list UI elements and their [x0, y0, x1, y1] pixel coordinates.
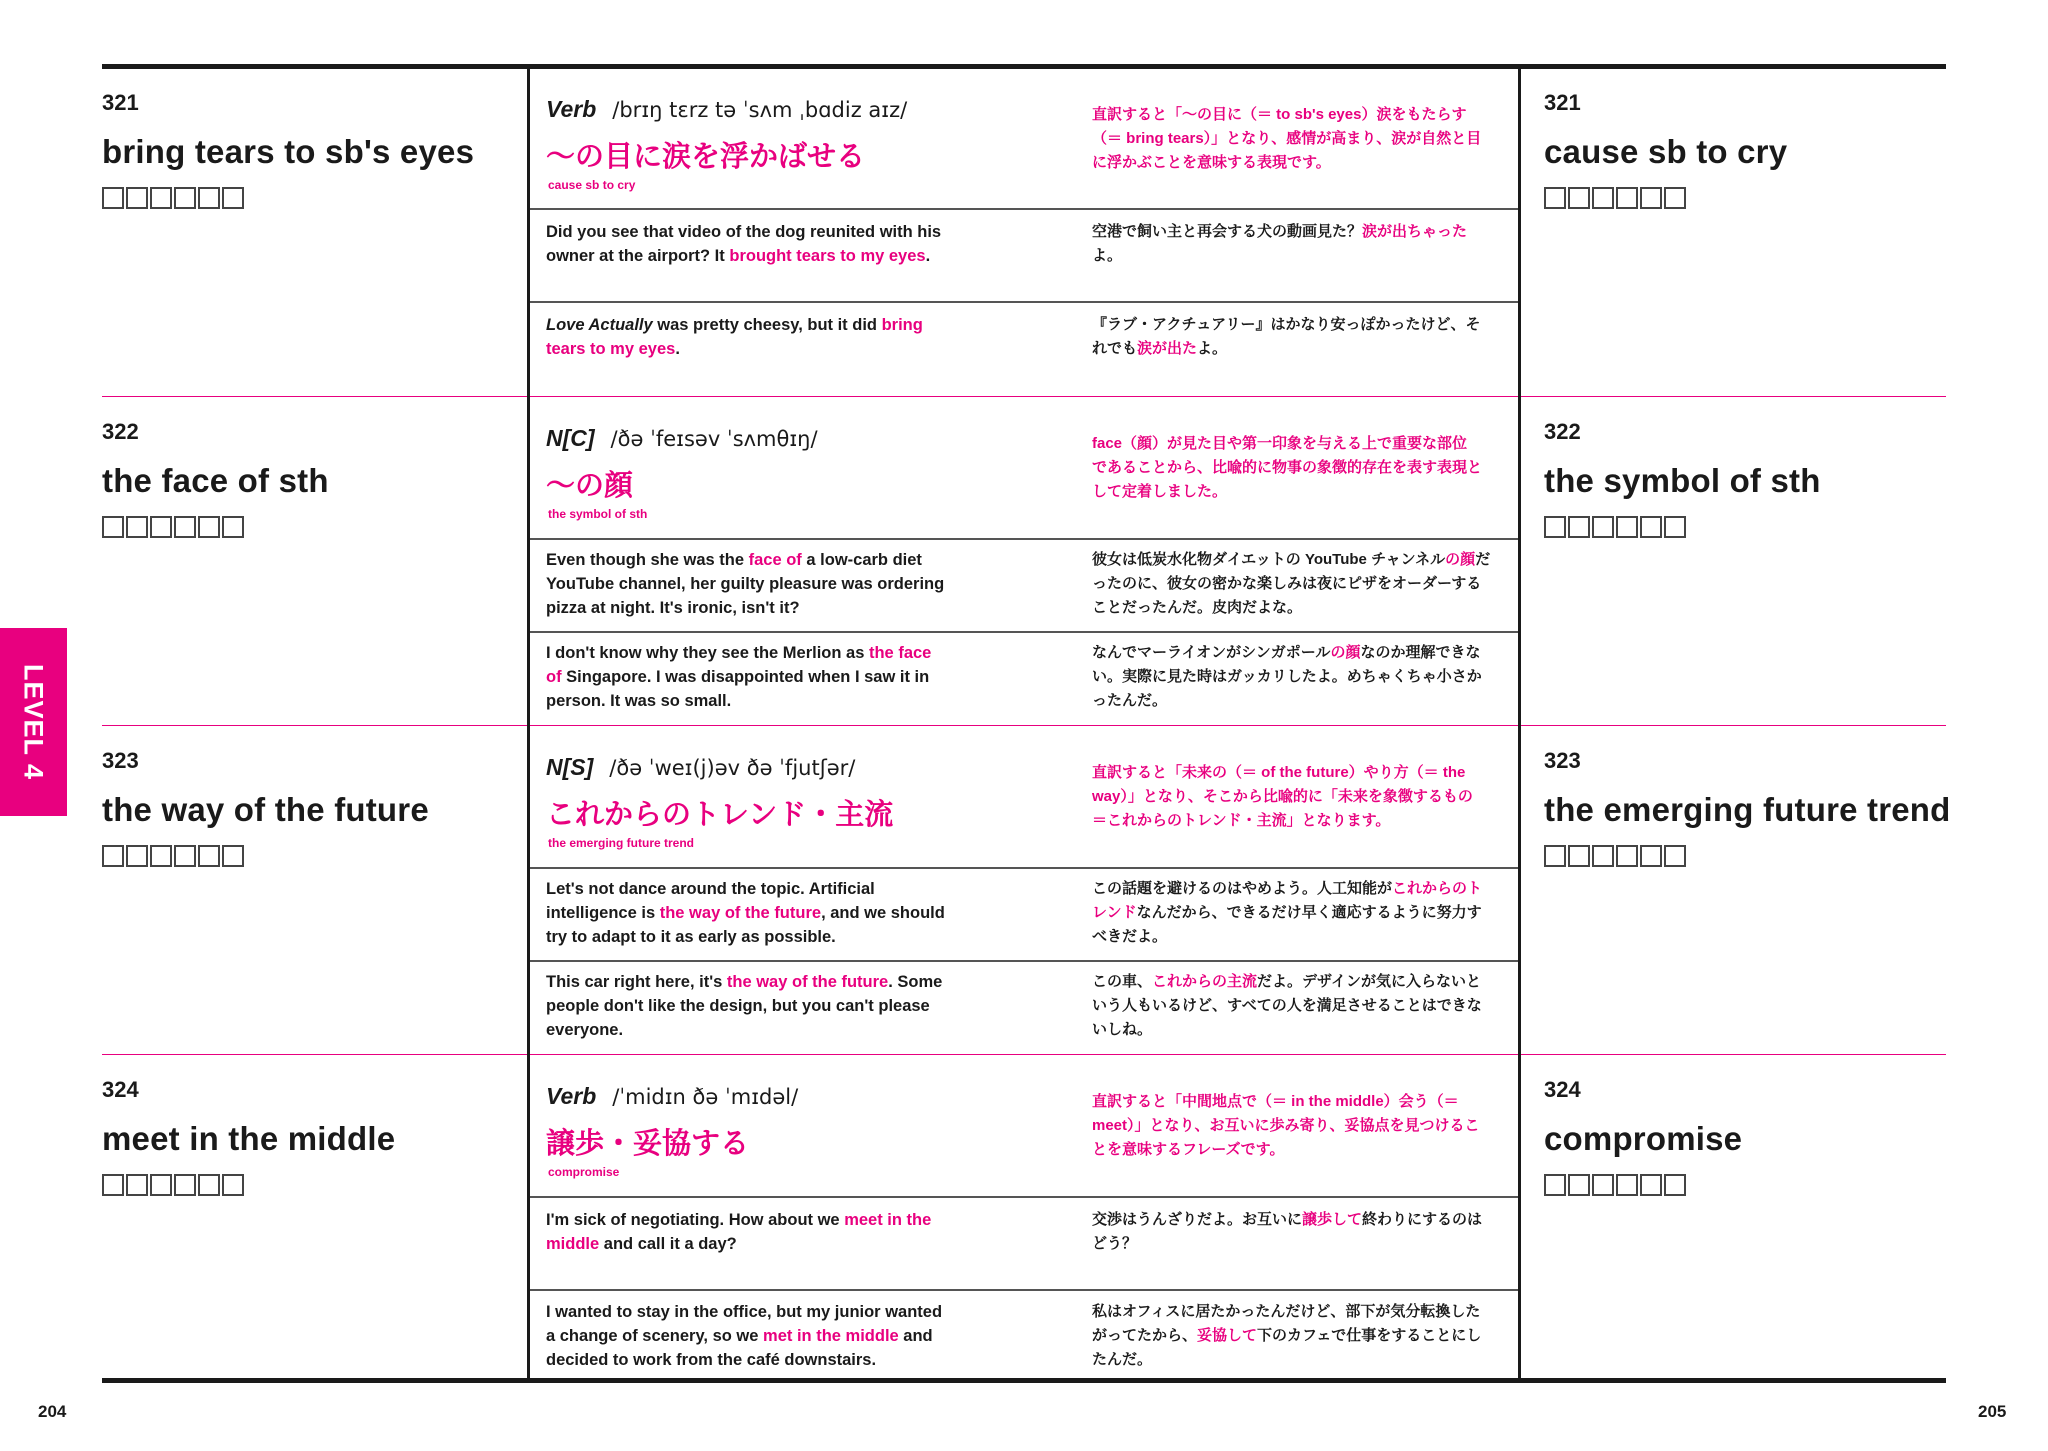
checkbox[interactable] — [1592, 1174, 1614, 1196]
paraphrase-number: 323 — [1544, 748, 1581, 773]
page-number-left: 204 — [38, 1402, 67, 1421]
entry-number: 323 — [102, 748, 139, 773]
part-of-speech-line — [546, 425, 818, 452]
japanese-meaning: 譲歩・妥協する — [546, 1128, 750, 1160]
entry-headword: bring tears to sb's eyes — [102, 133, 475, 170]
japanese-meaning: 〜の目に涙を浮かばせる — [546, 141, 866, 173]
example-1-ja: 交渉はうんざりだよ。お互いに譲歩して終わりにするのはどう？ — [1092, 1211, 1483, 1252]
entry-separator — [530, 396, 1518, 397]
level-label: LEVEL 4 — [18, 663, 49, 781]
checkbox[interactable] — [174, 845, 196, 867]
review-checkboxes[interactable] — [1544, 1174, 1686, 1196]
example-separator — [530, 960, 1518, 962]
part-of-speech: N[S] — [546, 754, 594, 780]
checkbox[interactable] — [1616, 187, 1638, 209]
usage-note: face（顔）が見た目や第一印象を与える上で重要な部位であることから、比喩的に物事の象徴的存在を表す表現として定着しました。 — [1092, 435, 1483, 500]
entry-headword: the face of sth — [102, 462, 329, 499]
checkbox[interactable] — [150, 187, 172, 209]
column-divider-right — [1518, 66, 1521, 1380]
example-1-en: I'm sick of negotiating. How about we meet in the middle and call it a day? — [546, 1211, 932, 1253]
example-1-ja: 空港で飼い主と再会する犬の動画見た？涙が出ちゃったよ。 — [1092, 223, 1468, 264]
part-of-speech: Verb — [546, 96, 597, 122]
paraphrase-headword: the emerging future trend — [1544, 791, 1951, 828]
checkbox[interactable] — [102, 516, 124, 538]
review-checkboxes[interactable] — [102, 1174, 244, 1196]
paraphrase-number: 322 — [1544, 419, 1581, 444]
checkbox[interactable] — [198, 1174, 220, 1196]
checkbox[interactable] — [126, 187, 148, 209]
example-2-ja: 『ラブ・アクチュアリー』はかなり安っぽかったけど、それでも涙が出たよ。 — [1092, 316, 1481, 357]
example-2-en: Love Actually was pretty cheesy, but it did bring tears to my eyes. — [546, 316, 923, 358]
entry-number: 324 — [102, 1077, 139, 1102]
example-separator — [530, 208, 1518, 210]
part-of-speech: Verb — [546, 1083, 597, 1109]
review-checkboxes[interactable] — [1544, 516, 1686, 538]
checkbox[interactable] — [126, 845, 148, 867]
checkbox[interactable] — [1544, 516, 1566, 538]
checkbox[interactable] — [222, 1174, 244, 1196]
checkbox[interactable] — [1664, 1174, 1686, 1196]
checkbox[interactable] — [198, 516, 220, 538]
entry-separator — [530, 1054, 1518, 1055]
level-tab — [0, 628, 67, 816]
review-checkboxes[interactable] — [102, 845, 244, 867]
entry-separator — [530, 725, 1518, 726]
review-checkboxes[interactable] — [1544, 845, 1686, 867]
checkbox[interactable] — [1592, 516, 1614, 538]
entry-number: 321 — [102, 90, 139, 115]
part-of-speech: N[C] — [546, 425, 595, 451]
checkbox[interactable] — [1544, 187, 1566, 209]
example-1-ja: 彼女は低炭水化物ダイエットの YouTube チャンネルの顔だったのに、彼女の密かな楽しみは夜にピザをオーダーすることだったんだ。皮肉だよな。 — [1092, 551, 1491, 616]
checkbox[interactable] — [1664, 845, 1686, 867]
example-1-en: Did you see that video of the dog reunited with his owner at the airport? It brought tears to my eyes. — [546, 223, 942, 265]
part-of-speech-line — [546, 754, 855, 781]
checkbox[interactable] — [1616, 1174, 1638, 1196]
example-1-ja: この話題を避けるのはやめよう。人工知能がこれからのトレンドなんだから、できるだけ早く適応するように努力すべきだよ。 — [1092, 880, 1483, 945]
english-gloss: the symbol of sth — [548, 507, 648, 521]
japanese-meaning: これからのトレンド・主流 — [546, 799, 894, 831]
checkbox[interactable] — [102, 187, 124, 209]
entry-headword: meet in the middle — [102, 1120, 396, 1157]
review-checkboxes[interactable] — [102, 516, 244, 538]
paraphrase-number: 321 — [1544, 90, 1581, 115]
japanese-meaning: 〜の顔 — [546, 470, 634, 502]
entry-separator — [102, 1054, 527, 1055]
pronunciation: /brɪŋ tɛrz tə ˈsʌm ˌbɑdiz aɪz/ — [612, 98, 908, 122]
checkbox[interactable] — [126, 516, 148, 538]
example-2-en: I wanted to stay in the office, but my junior wanted a change of scenery, so we met in the middle and decided to work from the café downstairs. — [546, 1303, 943, 1369]
pronunciation: /ðə ˈfeɪsəv ˈsʌmθɪŋ/ — [610, 427, 818, 451]
usage-note: 直訳すると「未来の（＝ of the future）やり方（＝ the way）」となり、そこから比喩的に「未来を象徴するもの＝これからのトレンド・主流」となります。 — [1092, 764, 1473, 829]
english-gloss: cause sb to cry — [548, 178, 636, 192]
checkbox[interactable] — [150, 1174, 172, 1196]
example-2-ja: なんでマーライオンがシンガポールの顔なのか理解できない。実際に見た時はガッカリしたよ。めちゃくちゃ小さかったんだ。 — [1092, 644, 1482, 709]
review-checkboxes[interactable] — [1544, 187, 1686, 209]
usage-note: 直訳すると「中間地点で（＝ in the middle）会う（＝ meet）」となり、お互いに歩み寄り、妥協点を見つけることを意味するフレーズです。 — [1092, 1093, 1480, 1158]
paraphrase-number: 324 — [1544, 1077, 1581, 1102]
part-of-speech-line — [546, 1083, 798, 1110]
example-2-en: This car right here, it's the way of the future. Some people don't like the design, but you can't please everyone. — [546, 973, 943, 1039]
entry-headword: the way of the future — [102, 791, 429, 828]
example-2-ja: 私はオフィスに居たかったんだけど、部下が気分転換したがってたから、妥協して下のカフェで仕事をすることにしたんだ。 — [1092, 1303, 1482, 1368]
entry-separator — [102, 725, 527, 726]
checkbox[interactable] — [1544, 845, 1566, 867]
review-checkboxes[interactable] — [102, 187, 244, 209]
example-separator — [530, 1289, 1518, 1291]
paraphrase-headword: cause sb to cry — [1544, 133, 1788, 170]
checkbox[interactable] — [198, 187, 220, 209]
checkbox[interactable] — [1664, 516, 1686, 538]
example-2-ja: この車、これからの主流だよ。デザインが気に入らないという人もいるけど、すべての人を満足させることはできないしね。 — [1092, 973, 1482, 1038]
entry-number: 322 — [102, 419, 139, 444]
example-separator — [530, 538, 1518, 540]
checkbox[interactable] — [1568, 845, 1590, 867]
checkbox[interactable] — [102, 845, 124, 867]
entry-separator — [1521, 725, 1946, 726]
checkbox[interactable] — [1592, 845, 1614, 867]
checkbox[interactable] — [150, 845, 172, 867]
pronunciation: /ðə ˈweɪ(j)əv ðə ˈfjutʃər/ — [609, 756, 856, 780]
example-separator — [530, 631, 1518, 633]
example-1-en: Even though she was the face of a low-carb diet YouTube channel, her guilty pleasure was ordering pizza at night. It's ironic, isn't it? — [546, 551, 945, 617]
entry-separator — [1521, 1054, 1946, 1055]
checkbox[interactable] — [174, 1174, 196, 1196]
checkbox[interactable] — [222, 516, 244, 538]
bottom-rule — [102, 1378, 1946, 1383]
top-rule — [102, 64, 1946, 69]
entry-separator — [1521, 396, 1946, 397]
checkbox[interactable] — [150, 516, 172, 538]
pronunciation: /ˈmidɪn ðə ˈmɪdəl/ — [612, 1085, 799, 1109]
checkbox[interactable] — [1640, 516, 1662, 538]
example-separator — [530, 867, 1518, 869]
checkbox[interactable] — [1640, 1174, 1662, 1196]
column-divider-left — [527, 66, 530, 1380]
checkbox[interactable] — [174, 516, 196, 538]
checkbox[interactable] — [1664, 187, 1686, 209]
checkbox[interactable] — [1640, 187, 1662, 209]
checkbox[interactable] — [1544, 1174, 1566, 1196]
part-of-speech-line — [546, 96, 907, 123]
checkbox[interactable] — [222, 845, 244, 867]
paraphrase-headword: the symbol of sth — [1544, 462, 1821, 499]
checkbox[interactable] — [1568, 187, 1590, 209]
example-separator — [530, 1196, 1518, 1198]
checkbox[interactable] — [174, 187, 196, 209]
example-1-en: Let's not dance around the topic. Artificial intelligence is the way of the future, and we should try to adapt to it as early as possible. — [546, 880, 945, 946]
checkbox[interactable] — [1592, 187, 1614, 209]
example-2-en: I don't know why they see the Merlion as the face of Singapore. I was disappointed when I saw it in person. It was so small. — [546, 644, 932, 710]
checkbox[interactable] — [1640, 845, 1662, 867]
page-number-right: 205 — [1978, 1402, 2007, 1421]
example-separator — [530, 301, 1518, 303]
english-gloss: the emerging future trend — [548, 836, 695, 850]
checkbox[interactable] — [1616, 516, 1638, 538]
paraphrase-headword: compromise — [1544, 1120, 1743, 1157]
checkbox[interactable] — [126, 1174, 148, 1196]
usage-note: 直訳すると「〜の目に（＝ to sb's eyes）涙をもたらす（＝ bring tears）」となり、感情が高まり、涙が自然と目に浮かぶことを意味する表現です。 — [1092, 106, 1482, 171]
checkbox[interactable] — [1616, 845, 1638, 867]
checkbox[interactable] — [1568, 516, 1590, 538]
english-gloss: compromise — [548, 1165, 620, 1179]
checkbox[interactable] — [1568, 1174, 1590, 1196]
checkbox[interactable] — [198, 845, 220, 867]
checkbox[interactable] — [102, 1174, 124, 1196]
checkbox[interactable] — [222, 187, 244, 209]
entry-separator — [102, 396, 527, 397]
